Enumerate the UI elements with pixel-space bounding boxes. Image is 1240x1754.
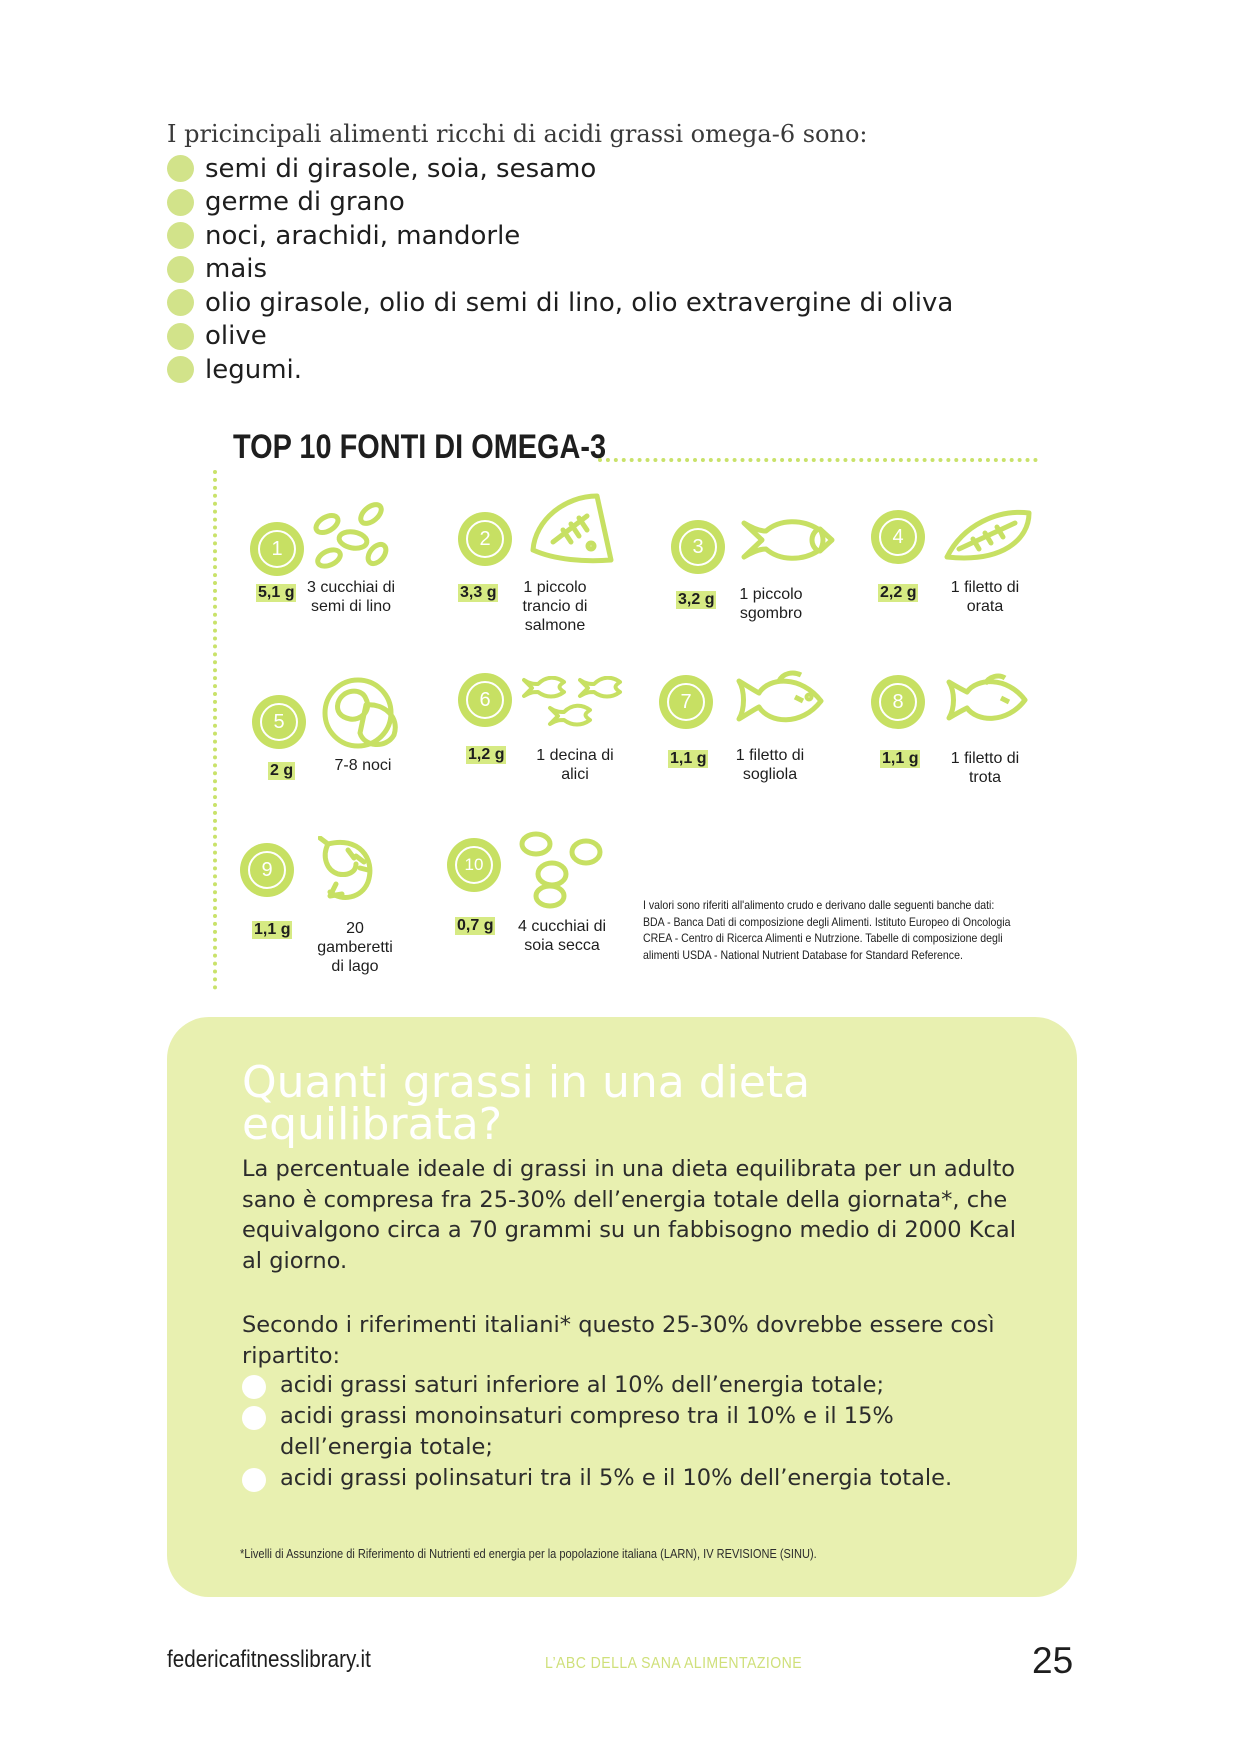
food-description: 20 gamberetti di lago	[317, 920, 393, 975]
rank-badge	[671, 520, 725, 574]
rank-number: 5	[260, 703, 298, 741]
rank-number: 10	[455, 846, 493, 884]
rank-badge	[871, 510, 925, 564]
rank-number: 4	[879, 518, 917, 556]
bullet-dot-icon	[167, 189, 194, 216]
bullet-dot-icon	[167, 256, 194, 283]
omega3-value: 2,2 g	[880, 584, 917, 601]
data-sources-note: I valori sono riferiti all'alimento crudo e derivano dalle seguenti banche dati: BDA - Banca Dati di composizione degli Alimenti. Istituto Europeo di Oncologia CREA - Centro di Ricerca Alimenti e Nutrzione. Tabelle di composizione degli alimenti USDA - National Nutrient Database for Standard Reference.	[643, 898, 1011, 962]
sole-fish-icon	[735, 667, 825, 733]
dotted-divider-vertical	[213, 470, 217, 990]
rank-number: 2	[466, 520, 504, 558]
shrimp-icon	[318, 836, 380, 906]
list-item	[167, 186, 953, 220]
list-item	[167, 253, 953, 287]
list-item-text: olive	[205, 321, 267, 352]
card-paragraph: La percentuale ideale di grassi in una dieta equilibrata per un adulto sano è compresa fra 25-30% dell’energia totale della giornata*, che equivalgono circa a 70 grammi su un fabbisogno medio di 2000 Kcal al giorno.	[242, 1156, 1016, 1274]
food-description: 7-8 noci	[334, 757, 392, 774]
bullet-dot-icon	[167, 155, 194, 182]
food-description: 1 filetto di orata	[950, 579, 1020, 615]
omega3-value: 2 g	[270, 762, 294, 779]
small-fish-icon	[740, 515, 836, 565]
rank-number: 7	[667, 683, 705, 721]
bullet-dot-icon	[167, 323, 194, 350]
page-number: 25	[1032, 1640, 1074, 1681]
card-footnote: *Livelli di Assunzione di Riferimento di Nutrienti ed energia per la popolazione italiana (LARN), IV REVISIONE (SINU).	[240, 1546, 817, 1561]
footer-site: federicafitnesslibrary.it	[167, 1646, 371, 1673]
rank-badge	[447, 838, 501, 892]
intro-text: I pricincipali alimenti ricchi di acidi grassi omega-6 sono:	[167, 120, 868, 148]
rank-badge	[458, 673, 512, 727]
card-paragraph: Secondo i riferimenti italiani* questo 25-30% dovrebbe essere così ripartito:	[242, 1312, 995, 1369]
food-description: 1 piccolo sgombro	[739, 586, 803, 622]
anchovies-icon	[522, 676, 628, 730]
list-item-text: semi di girasole, soia, sesamo	[205, 153, 597, 184]
list-item-text: acidi grassi polinsaturi tra il 5% e il 10% dell’energia totale.	[280, 1465, 953, 1491]
rank-badge	[240, 843, 294, 897]
trout-icon	[945, 670, 1029, 730]
food-description: 1 filetto di sogliola	[735, 747, 805, 783]
bullet-dot-icon	[242, 1406, 266, 1430]
bullet-dot-icon	[167, 289, 194, 316]
list-item-text: germe di grano	[205, 187, 405, 218]
bullet-dot-icon	[242, 1375, 266, 1399]
list-item	[242, 1370, 1032, 1401]
list-item	[167, 219, 953, 253]
rank-number: 9	[248, 851, 286, 889]
food-description: 4 cucchiai di soia secca	[517, 918, 607, 954]
omega3-value: 3,3 g	[460, 584, 497, 601]
omega3-value: 0,7 g	[457, 917, 494, 934]
dotted-divider	[598, 458, 1038, 462]
rank-number: 3	[679, 528, 717, 566]
list-item-text: mais	[205, 254, 268, 285]
rank-number: 8	[879, 683, 917, 721]
rank-badge	[252, 695, 306, 749]
list-item-text: legumi.	[205, 354, 303, 385]
rank-number: 6	[466, 681, 504, 719]
food-description: 1 decina di alici	[536, 747, 614, 783]
list-item	[167, 353, 953, 387]
footer-book-title: L’ABC DELLA SANA ALIMENTAZIONE	[545, 1655, 803, 1672]
list-item	[167, 320, 953, 354]
seeds-icon	[305, 500, 395, 574]
list-item-text: acidi grassi monoinsaturi compreso tra il 10% e il 15% dell’energia totale;	[280, 1403, 894, 1460]
list-item-text: noci, arachidi, mandorle	[205, 220, 521, 251]
list-item	[167, 286, 953, 320]
omega3-value: 1,1 g	[254, 921, 291, 938]
omega3-value: 5,1 g	[258, 584, 295, 601]
omega3-value: 1,2 g	[468, 746, 505, 763]
list-item	[242, 1401, 1032, 1463]
food-description: 1 filetto di trota	[950, 750, 1020, 786]
rank-badge	[250, 522, 304, 576]
food-description: 3 cucchiai di semi di lino	[306, 579, 396, 615]
list-item-text: acidi grassi saturi inferiore al 10% dell’energia totale;	[280, 1372, 885, 1398]
list-item	[167, 152, 953, 186]
omega3-value: 3,2 g	[678, 591, 715, 608]
card-title: Quanti grassi in una dieta equilibrata?	[242, 1057, 811, 1150]
list-item-text: olio girasole, olio di semi di lino, olio extravergine di oliva	[205, 287, 954, 318]
omega3-value: 1,1 g	[670, 750, 707, 767]
fish-bone-icon	[525, 490, 615, 566]
list-item	[242, 1463, 1032, 1494]
fish-fillet-icon	[943, 505, 1033, 567]
omega6-list	[167, 152, 953, 387]
bullet-dot-icon	[167, 356, 194, 383]
rank-number: 1	[258, 530, 296, 568]
bullet-dot-icon	[242, 1468, 266, 1492]
fat-distribution-list	[242, 1370, 1032, 1494]
walnut-icon	[320, 675, 406, 755]
rank-badge	[871, 675, 925, 729]
top10-title: TOP 10 FONTI DI OMEGA-3	[233, 428, 607, 466]
soy-beans-icon	[514, 830, 606, 910]
rank-badge	[458, 512, 512, 566]
omega3-value: 1,1 g	[882, 750, 919, 767]
rank-badge	[659, 675, 713, 729]
food-description: 1 piccolo trancio di salmone	[522, 579, 588, 634]
bullet-dot-icon	[167, 222, 194, 249]
